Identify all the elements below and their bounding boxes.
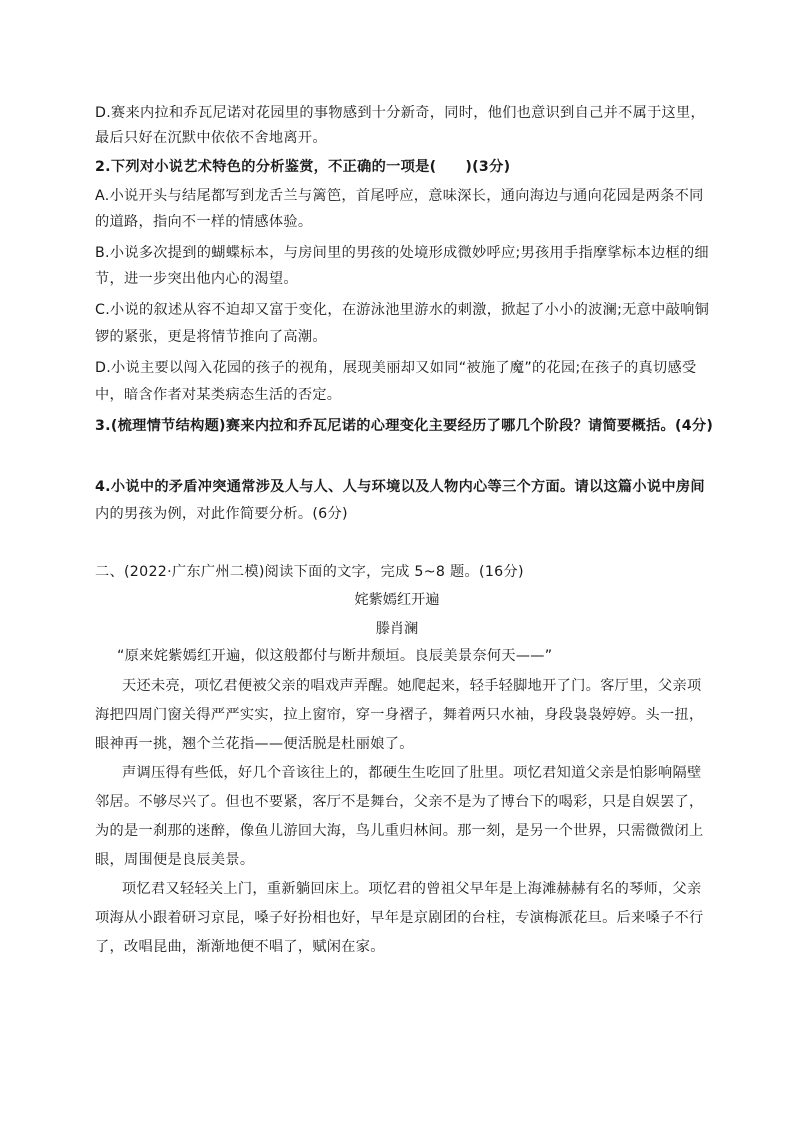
passage-p4-line1: 项忆君又轻轻关上门，重新躺回床上。项忆君的曾祖父早年是上海滩赫赫有名的琴师，父亲: [122, 881, 702, 897]
section-2-header: 二、(2022·广东广州二模)阅读下面的文字，完成 5~8 题。(16分): [95, 564, 524, 580]
passage-p2-line2: 海把四周门窗关得严严实实，拉上窗帘，穿一身褶子，舞着两只水袖，身段袅袅婷婷。头一扭，: [95, 707, 704, 723]
passage-title: 姹紫嫣红开遍: [354, 592, 440, 608]
passage-p3-line1: 声调压得有些低，好几个音该往上的，都硬生生吃回了肚里。项忆君知道父亲是怕影响隔壁: [122, 765, 702, 781]
passage-p2-line1: 天还未亮，项忆君便被父亲的唱戏声弄醒。她爬起来，轻手轻脚地开了门。客厅里，父亲项: [122, 678, 702, 694]
passage-p4-line2: 项海从小跟着研习京昆，嗓子好扮相也好，早年是京剧团的台柱，专演梅派花旦。后来嗓子不行: [95, 910, 704, 926]
passage-p4-line3: 了，改唱昆曲，渐渐地便不唱了，赋闲在家。: [95, 939, 385, 955]
q2-option-a-line2: 的道路，指向不一样的情感体验。: [95, 214, 313, 230]
q2-option-a-line1: A.小说开头与结尾都写到龙舌兰与篱笆，首尾呼应，意味深长，通向海边与通向花园是两条不同: [95, 188, 704, 204]
q1-option-d-line1: D.赛来内拉和乔瓦尼诺对花园里的事物感到十分新奇，同时，他们也意识到自己并不属于这里，: [95, 105, 706, 121]
question-4-line1: 4.小说中的矛盾冲突通常涉及人与人、人与环境以及人物内心等三个方面。请以这篇小说中房间: [95, 479, 705, 495]
passage-paragraph-1: “原来姹紫嫣红开遍，似这般都付与断井颓垣。良辰美景奈何天——”: [117, 648, 553, 664]
passage-p2-line3: 眼神再一挑，翘个兰花指——便活脱是杜丽娘了。: [95, 736, 414, 752]
q2-option-c-line1: C.小说的叙述从容不迫却又富于变化，在游泳池里游水的刺激，掀起了小小的波澜;无意中敲响铜: [95, 302, 710, 318]
question-4-line2: 内的男孩为例，对此作简要分析。(6分): [95, 506, 348, 522]
q2-option-b-line2: 节，进一步突出他内心的渴望。: [95, 271, 298, 287]
question-2-stem: 2.下列对小说艺术特色的分析鉴赏，不正确的一项是( )(3分): [95, 159, 511, 175]
passage-p3-line4: 眼，周围便是良辰美景。: [95, 852, 255, 868]
q2-option-b-line1: B.小说多次提到的蝴蝶标本，与房间里的男孩的处境形成微妙呼应;男孩用手指摩挲标本边框的细: [95, 245, 709, 261]
passage-p3-line2: 邻居。不够尽兴了。但也不要紧，客厅不是舞台，父亲不是为了博台下的喝彩，只是自娱罢了，: [95, 794, 704, 810]
q2-option-c-line2: 锣的紧张，更是将情节推向了高潮。: [95, 329, 327, 345]
q2-option-d-line2: 中，暗含作者对某类病态生活的否定。: [95, 387, 342, 403]
passage-p3-line3: 为的是一刹那的迷醉，像鱼儿游回大海，鸟儿重归林间。那一刻，是另一个世界，只需微微闭上: [95, 823, 704, 839]
passage-author: 滕肖澜: [375, 621, 419, 637]
q1-option-d-line2: 最后只好在沉默中依依不舍地离开。: [95, 130, 327, 146]
question-3-stem: 3.(梳理情节结构题)赛来内拉和乔瓦尼诺的心理变化主要经历了哪几个阶段？请简要概括。(4分): [95, 418, 714, 434]
q2-option-d-line1: D.小说主要以闯入花园的孩子的视角，展现美丽却又如同“被施了魔”的花园;在孩子的真切感受: [95, 360, 697, 376]
